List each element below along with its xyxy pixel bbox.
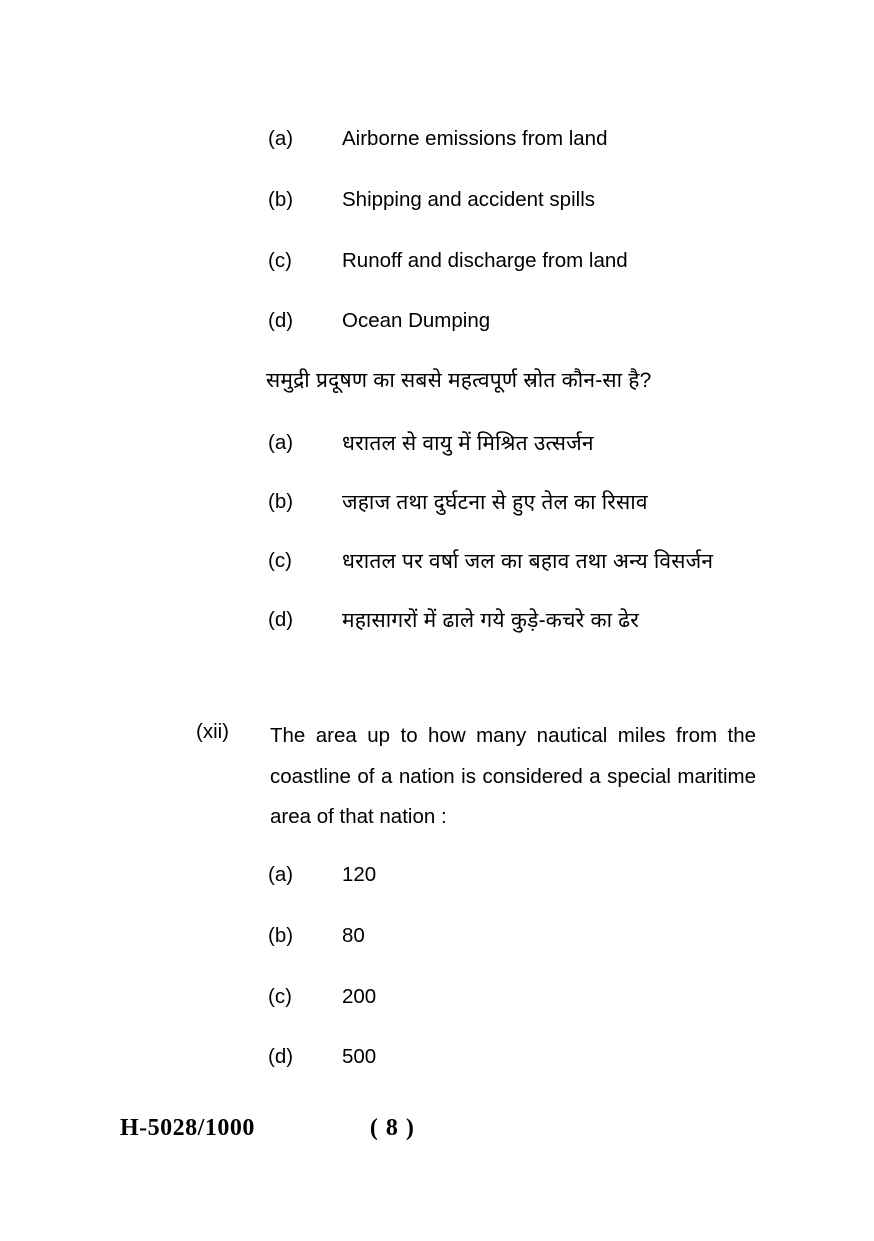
option-text: 500 — [342, 1045, 377, 1069]
question-number: (xii) — [196, 720, 230, 743]
hindi-question-text: समुद्री प्रदूषण का सबसे महत्वपूर्ण स्रोत कौन-सा है? — [266, 369, 652, 392]
option-label: (b) — [268, 187, 294, 211]
option-text: Ocean Dumping — [342, 309, 491, 333]
option-label: (c) — [268, 549, 292, 573]
option-text: धरातल पर वर्षा जल का बहाव तथा अन्य विसर्जन — [342, 550, 714, 574]
option-text: Runoff and discharge from land — [342, 248, 628, 272]
option-label: (c) — [268, 248, 292, 272]
option-text: Airborne emissions from land — [342, 127, 608, 150]
option-label: (a) — [268, 431, 294, 454]
list-item — [268, 921, 768, 952]
paper-code: H-5028/1000 — [120, 1115, 255, 1141]
option-text: महासागरों में ढाले गये कुड़े-कचरे का ढेर — [342, 609, 640, 633]
hindi-options-list — [268, 428, 768, 664]
option-text: 80 — [342, 923, 365, 947]
option-label: (a) — [268, 863, 294, 886]
list-item — [268, 246, 768, 277]
option-label: (b) — [268, 490, 294, 514]
option-label: (c) — [268, 984, 292, 1008]
question-xii-options-list — [268, 860, 768, 1103]
question-xii — [196, 716, 756, 838]
list-item — [268, 306, 768, 337]
list-item — [268, 1042, 768, 1073]
list-item — [268, 982, 768, 1013]
list-item — [268, 487, 768, 518]
english-options-list — [268, 124, 768, 367]
list-item — [268, 605, 768, 636]
page-number: ( 8 ) — [369, 1115, 415, 1141]
page-footer — [120, 1115, 760, 1142]
list-item — [268, 428, 768, 459]
question-text: The area up to how many nautical miles from the coastline of a nation is considered a special maritime area of that nation : — [270, 724, 756, 829]
option-text: धरातल से वायु में मिश्रित उत्सर्जन — [342, 432, 594, 455]
option-text: जहाज तथा दुर्घटना से हुए तेल का रिसाव — [342, 491, 648, 515]
option-label: (a) — [268, 127, 294, 150]
list-item — [268, 860, 768, 891]
option-label: (b) — [268, 923, 294, 947]
option-text: Shipping and accident spills — [342, 187, 595, 211]
option-text: 120 — [342, 863, 377, 886]
list-item — [268, 185, 768, 216]
option-label: (d) — [268, 309, 294, 333]
option-text: 200 — [342, 984, 377, 1008]
list-item — [268, 546, 768, 577]
option-label: (d) — [268, 1045, 294, 1069]
list-item — [268, 124, 768, 155]
option-label: (d) — [268, 608, 294, 632]
